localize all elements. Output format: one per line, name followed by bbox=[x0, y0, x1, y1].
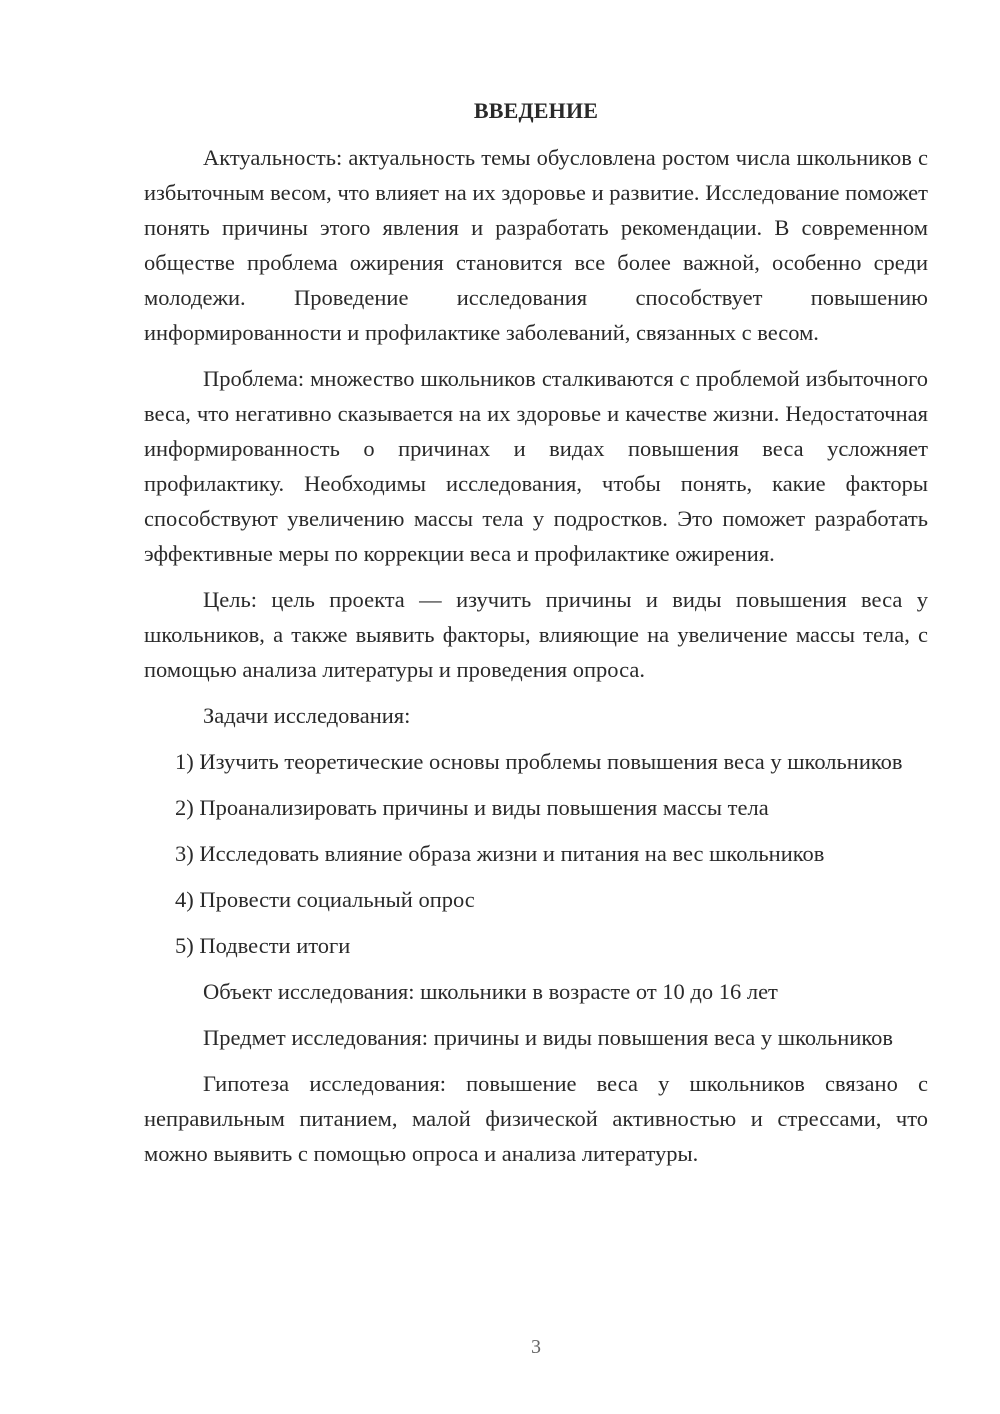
goal-paragraph: Цель: цель проекта — изучить причины и виды повышения веса у школьников, а также выявить факторы, влияющие на увеличение массы тела, с помощью анализа литературы и проведения опроса. bbox=[144, 587, 928, 682]
relevance-paragraph: Актуальность: актуальность темы обусловлена ростом числа школьников с избыточным весом, что влияет на их здоровье и развитие. Исследование поможет понять причины этого явления и разработать рекомендации. В современном обществе проблема ожирения становится все более важной, особенно среди молодежи. Проведение исследования способствует повышению информированности и профилактике заболеваний, связанных с весом. bbox=[144, 145, 928, 345]
task-item-3: 3) Исследовать влияние образа жизни и питания на вес школьников bbox=[175, 841, 825, 866]
page-number: 3 bbox=[531, 1336, 541, 1358]
task-item-5: 5) Подвести итоги bbox=[175, 933, 351, 958]
document-page bbox=[144, 96, 928, 1182]
hypothesis-paragraph: Гипотеза исследования: повышение веса у школьников связано с неправильным питанием, малой физической активностью и стрессами, что можно выявить с помощью опроса и анализа литературы. bbox=[144, 1071, 928, 1166]
tasks-heading: Задачи исследования: bbox=[203, 703, 411, 728]
task-item-2: 2) Проанализировать причины и виды повышения массы тела bbox=[175, 795, 769, 820]
task-item-1: 1) Изучить теоретические основы проблемы повышения веса у школьников bbox=[175, 749, 903, 774]
subject-paragraph: Предмет исследования: причины и виды повышения веса у школьников bbox=[203, 1025, 894, 1050]
problem-paragraph: Проблема: множество школьников сталкиваются с проблемой избыточного веса, что негативно сказывается на их здоровье и качестве жизни. Недостаточная информированность о причинах и видах повышения веса усложняет профилактику. Необходимы исследования, чтобы понять, какие факторы способствуют увеличению массы тела у подростков. Это поможет разработать эффективные меры по коррекции веса и профилактике ожирения. bbox=[144, 366, 928, 566]
page-title: ВВЕДЕНИЕ bbox=[473, 98, 599, 123]
object-paragraph: Объект исследования: школьники в возрасте от 10 до 16 лет bbox=[203, 979, 778, 1004]
task-item-4: 4) Провести социальный опрос bbox=[175, 887, 475, 912]
